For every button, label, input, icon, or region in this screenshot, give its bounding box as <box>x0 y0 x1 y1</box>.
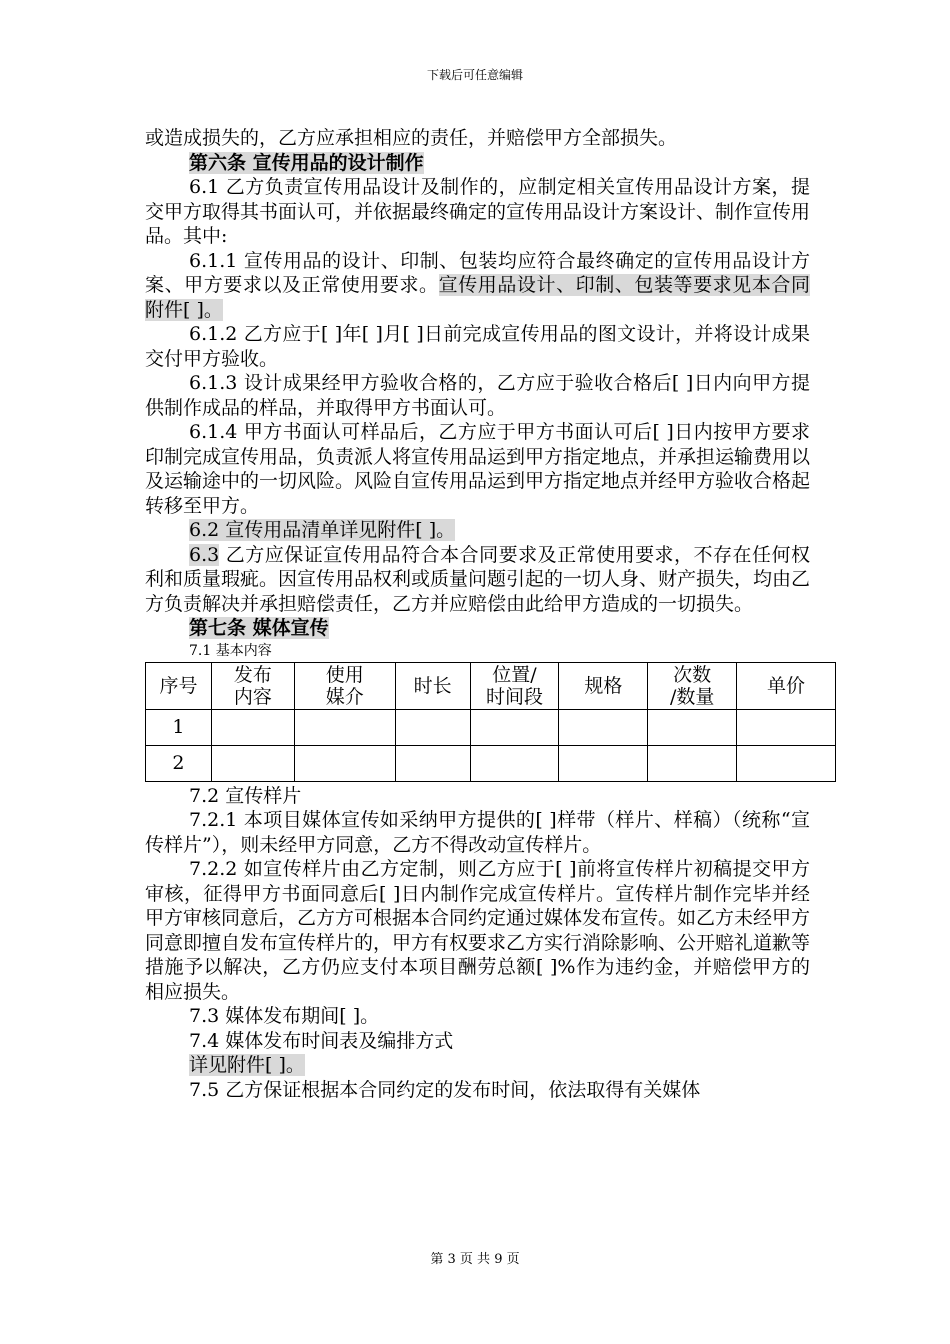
table-cell: 2 <box>146 745 212 781</box>
clause-7-4-detail-text: 详见附件[ ]。 <box>189 1054 305 1076</box>
article-6-title-text: 第六条 宣传用品的设计制作 <box>189 151 424 174</box>
column-header: 使用 媒介 <box>294 662 395 709</box>
column-header: 单价 <box>737 662 836 709</box>
table-cell <box>737 745 836 781</box>
clause-7-2-1: 7.2.1 本项目媒体宣传如采纳甲方提供的[ ]样带（样片、样稿）（统称“宣传样片”），则未经甲方同意，乙方不得改动宣传样片。 <box>145 809 810 856</box>
page-header: 下载后可任意编辑 <box>426 68 523 82</box>
paragraph: 或造成损失的，乙方应承担相应的责任，并赔偿甲方全部损失。 <box>145 127 678 149</box>
table-cell <box>294 745 395 781</box>
clause-6-1-3: 6.1.3 设计成果经甲方验收合格的，乙方应于验收合格后[ ]日内向甲方提供制作成品的样品，并取得甲方书面认可。 <box>145 372 810 419</box>
table-row <box>146 709 836 745</box>
column-header: 时长 <box>395 662 470 709</box>
table-cell <box>395 709 470 745</box>
clause-7-5: 7.5 乙方保证根据本合同约定的发布时间，依法取得有关媒体 <box>189 1078 701 1101</box>
clause-6-1-1-text: 6.1.1 宣传用品的设计、印制、包装均应符合最终确定的宣传用品设计方案、甲方要求以及正常使用要求。 <box>145 249 810 296</box>
table-cell <box>559 745 648 781</box>
table-cell: 1 <box>146 709 212 745</box>
table-header-row <box>146 662 836 709</box>
clause-6-1-1 <box>145 249 810 323</box>
table-cell <box>470 745 559 781</box>
clause-6-1-4: 6.1.4 甲方书面认可样品后，乙方应于甲方书面认可后[ ]日内按甲方要求印制完成宣传用品，负责派人将宣传用品运到甲方指定地点，并承担运输费用以及运输途中的一切风险。风险自宣传用品运到甲方指定地点并经甲方验收合格起转移至甲方。 <box>145 421 811 517</box>
table-cell <box>737 709 836 745</box>
media-table <box>145 662 836 782</box>
clause-6-3 <box>145 543 810 617</box>
article-7-title-text: 第七条 媒体宣传 <box>189 617 329 639</box>
clause-7-1: 7.1 基本内容 <box>189 642 272 659</box>
clause-6-2 <box>145 518 810 543</box>
clause-6-2-text: 6.2 宣传用品清单详见附件[ ]。 <box>189 519 456 541</box>
clause-6-1-1-highlight: 宣传用品设计、印制、包装等要求见本合同附件[ ]。 <box>145 274 810 321</box>
table-cell <box>211 745 294 781</box>
table-cell <box>648 745 737 781</box>
clause-6-1: 6.1 乙方负责宣传用品设计及制作的，应制定相关宣传用品设计方案，提交甲方取得其书面认可，并依据最终确定的宣传用品设计方案设计、制作宣传用品。其中: <box>145 176 811 247</box>
column-header: 位置/ 时间段 <box>470 662 559 709</box>
column-header: 规格 <box>559 662 648 709</box>
column-header: 序号 <box>146 662 212 709</box>
table-cell <box>211 709 294 745</box>
clause-7-3: 7.3 媒体发布期间[ ]。 <box>189 1005 380 1027</box>
clause-7-2: 7.2 宣传样片 <box>189 784 302 807</box>
clause-6-1-2: 6.1.2 乙方应于[ ]年[ ]月[ ]日前完成宣传用品的图文设计，并将设计成果交付甲方验收。 <box>145 323 810 370</box>
clause-6-3-text: 乙方应保证宣传用品符合本合同要求及正常使用要求，不存在任何权利和质量瑕疵。因宣传用品权利或质量问题引起的一切人身、财产损失，均由乙方负责解决并承担赔偿责任，乙方并应赔偿由此给甲方造成的一切损失。 <box>145 543 811 615</box>
table-cell <box>395 745 470 781</box>
article-7-title <box>145 616 810 641</box>
column-header: 发布 内容 <box>211 662 294 709</box>
clause-6-3-number: 6.3 <box>189 543 220 566</box>
table-cell <box>559 709 648 745</box>
clause-7-4-detail <box>145 1053 810 1078</box>
table-cell <box>470 709 559 745</box>
clause-7-2-2: 7.2.2 如宣传样片由乙方定制，则乙方应于[ ]前将宣传样片初稿提交甲方审核，征得甲方书面同意后[ ]日内制作完成宣传样片。宣传样片制作完毕并经甲方审核同意后，乙方方可根据本合同约定通过媒体发布宣传。如乙方未经甲方同意即擅自发布宣传样片的，甲方有权要求乙方实行消除影响、公开赔礼道歉等措施予以解决，乙方仍应支付本项目酬劳总额[ ]%作为违约金，并赔偿甲方的相应损失。 <box>145 858 811 1003</box>
document-body <box>145 126 810 1102</box>
page-footer: 第 3 页 共 9 页 <box>430 1252 520 1267</box>
table-cell <box>294 709 395 745</box>
article-6-title <box>145 151 810 176</box>
clause-7-4: 7.4 媒体发布时间表及编排方式 <box>189 1029 454 1052</box>
column-header: 次数 /数量 <box>648 662 737 709</box>
table-cell <box>648 709 737 745</box>
table-row <box>146 745 836 781</box>
